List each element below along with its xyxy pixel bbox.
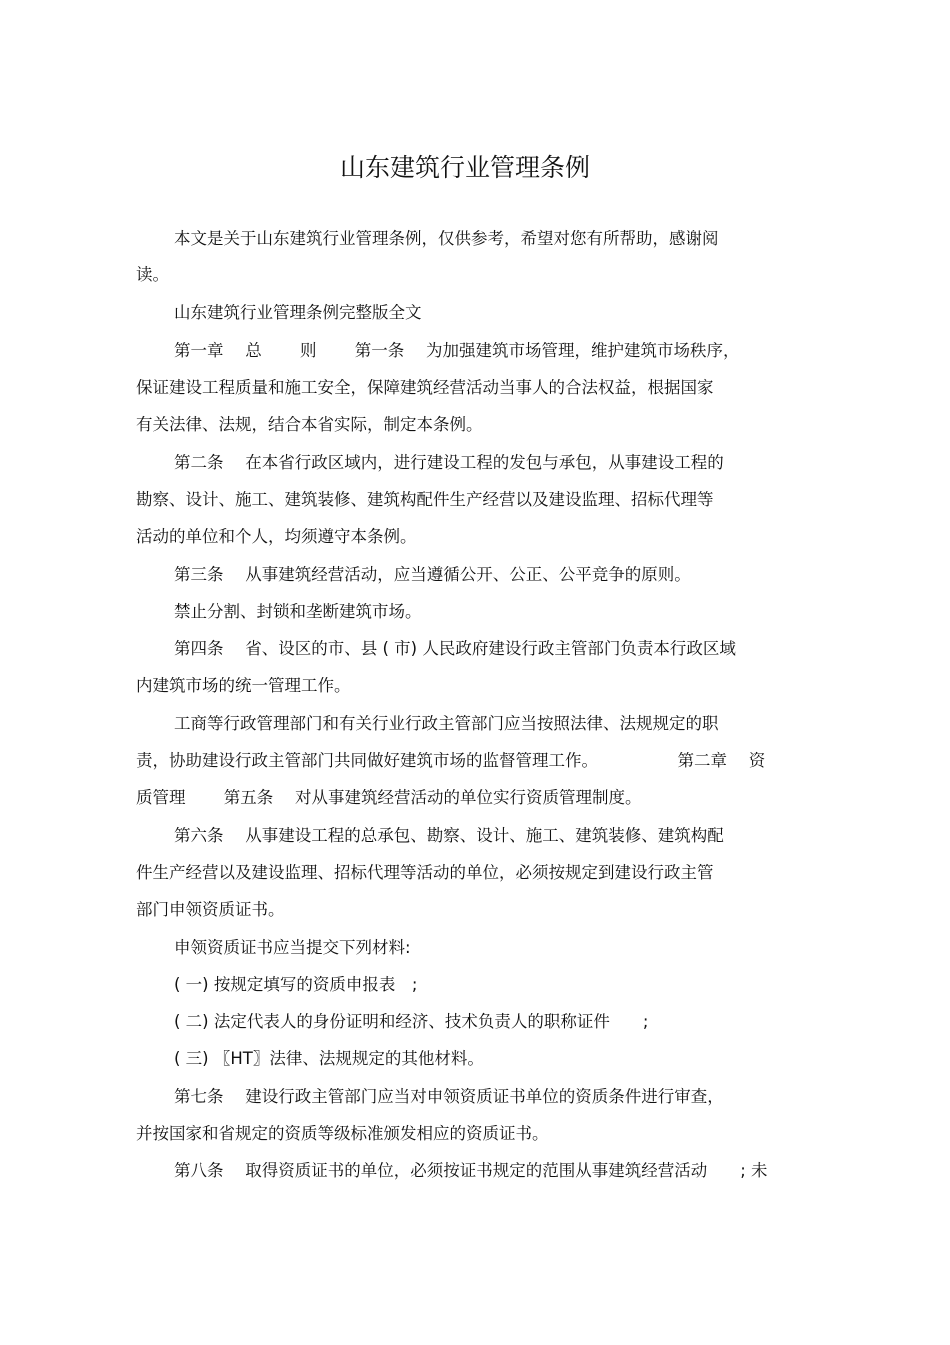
paragraph-line: 第七条 建设行政主管部门应当对申领资质证书单位的资质条件进行审查，	[174, 1087, 724, 1106]
paragraph-line: 部门申领资质证书。	[136, 900, 285, 919]
paragraph-line: 有关法律、法规，结合本省实际，制定本条例。	[136, 415, 483, 434]
paragraph-line: 勘察、设计、施工、建筑装修、建筑构配件生产经营以及建设监理、招标代理等	[136, 490, 714, 509]
paragraph-line: 活动的单位和个人，均须遵守本条例。	[136, 527, 417, 546]
paragraph-line: 第六条 从事建设工程的总承包、勘察、设计、施工、建筑装修、建筑构配	[174, 826, 724, 845]
paragraph-line: 内建筑市场的统一管理工作。	[136, 676, 351, 695]
paragraph-line: ( 二) 法定代表人的身份证明和经济、技术负责人的职称证件 ;	[174, 1012, 649, 1031]
paragraph-line: 第二条 在本省行政区域内，进行建设工程的发包与承包，从事建设工程的	[174, 453, 724, 472]
paragraph-line: 第一章 总 则 第一条 为加强建筑市场管理，维护建筑市场秩序，	[174, 341, 740, 360]
paragraph-line: 第四条 省、设区的市、县 ( 市) 人民政府建设行政主管部门负责本行政区域	[174, 639, 736, 658]
paragraph-line: 禁止分割、封锁和垄断建筑市场。	[174, 602, 422, 621]
paragraph-line: 申领资质证书应当提交下列材料:	[174, 938, 411, 957]
paragraph-line: 保证建设工程质量和施工安全，保障建筑经营活动当事人的合法权益，根据国家	[136, 378, 714, 397]
paragraph-line: 并按国家和省规定的资质等级标准颁发相应的资质证书。	[136, 1124, 549, 1143]
paragraph-line: 工商等行政管理部门和有关行业行政主管部门应当按照法律、法规规定的职	[174, 714, 719, 733]
paragraph-line: 山东建筑行业管理条例完整版全文	[174, 303, 422, 322]
paragraph-line: ( 一) 按规定填写的资质申报表 ;	[174, 975, 418, 994]
page-title: 山东建筑行业管理条例	[339, 153, 590, 182]
paragraph-line: 件生产经营以及建设监理、招标代理等活动的单位，必须按规定到建设行政主管	[136, 863, 714, 882]
paragraph-line: 读。	[136, 265, 169, 284]
paragraph-line: 责，协助建设行政主管部门共同做好建筑市场的监督管理工作。 第二章 资	[136, 751, 766, 770]
paragraph-line: 第八条 取得资质证书的单位，必须按证书规定的范围从事建筑经营活动 ; 未	[174, 1161, 768, 1180]
paragraph-line: 本文是关于山东建筑行业管理条例，仅供参考，希望对您有所帮助，感谢阅	[174, 229, 719, 248]
paragraph-line: 质管理 第五条 对从事建筑经营活动的单位实行资质管理制度。	[136, 788, 642, 807]
paragraph-line: 第三条 从事建筑经营活动，应当遵循公开、公正、公平竞争的原则。	[174, 565, 691, 584]
paragraph-line: ( 三) 〖HT〗法律、法规规定的其他材料。	[174, 1049, 484, 1068]
